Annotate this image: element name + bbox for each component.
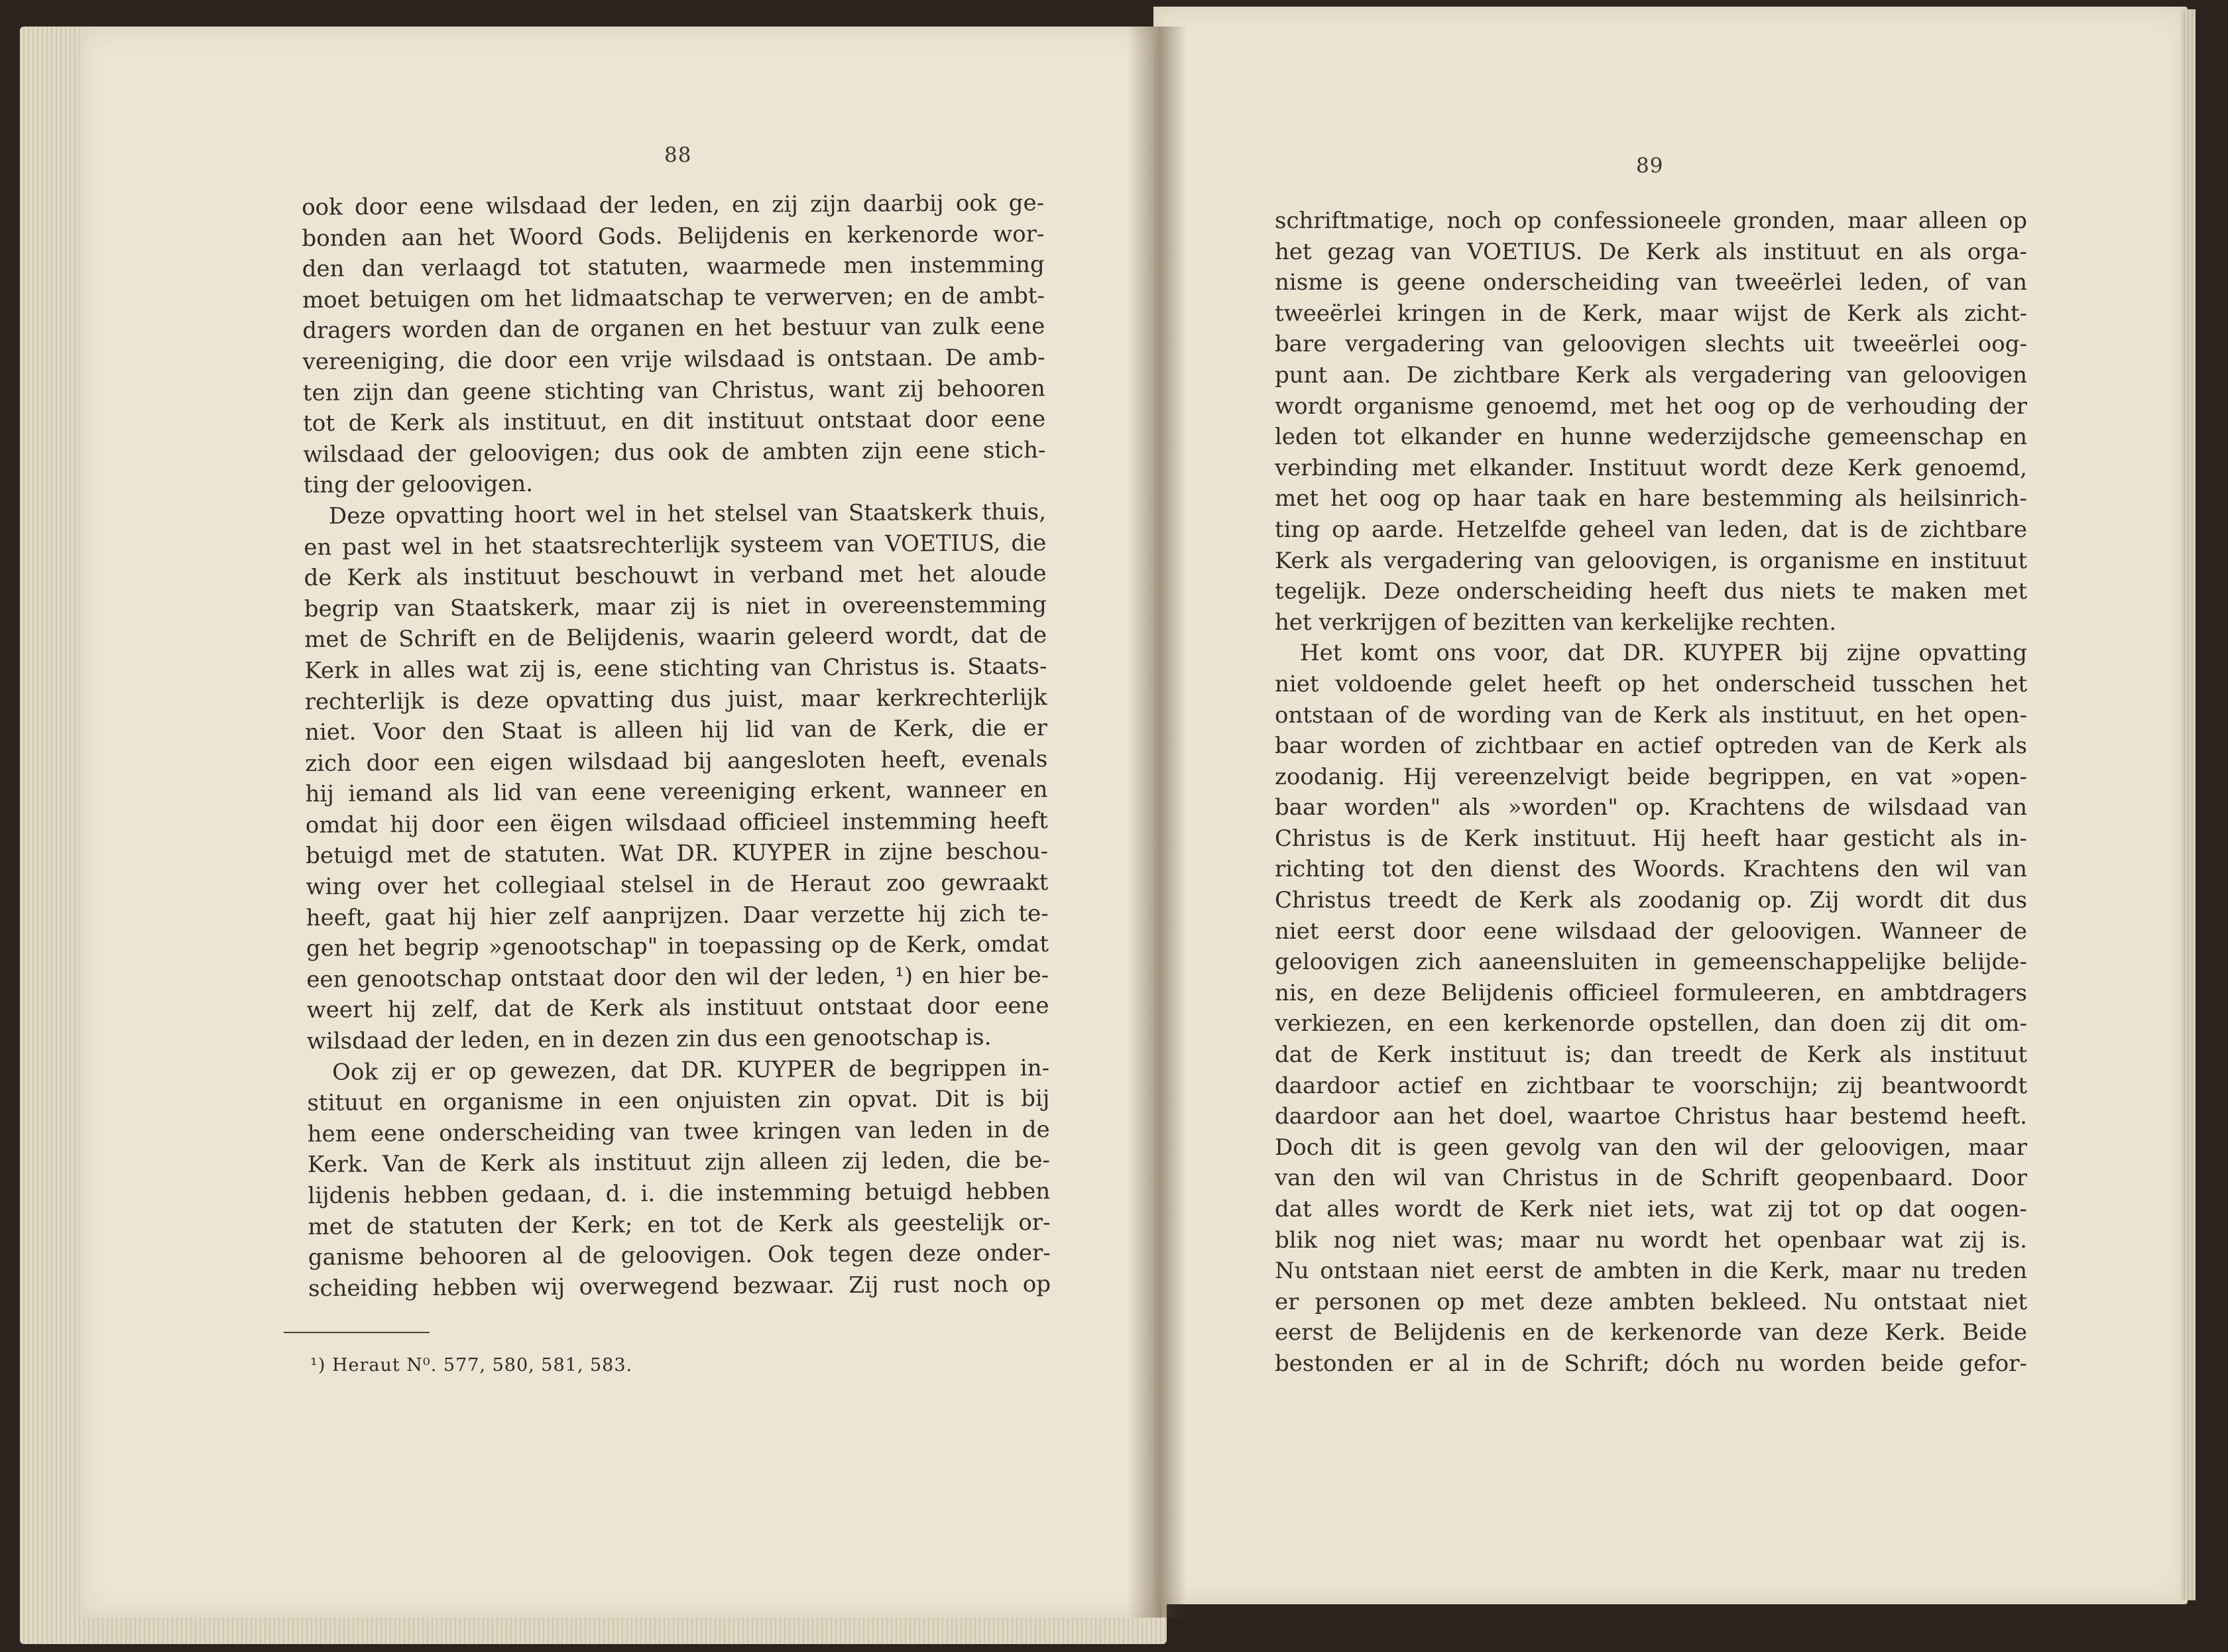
text-line: geloovigen zich aaneensluiten in gemeenschappelijke belijde- [1275, 949, 2027, 976]
text-line: gen het begrip »genootschap" in toepassing op de Kerk, omdat [306, 931, 1049, 963]
text-line: richting tot den dienst des Woords. Krachtens den wil van [1275, 856, 2027, 883]
right-page-text [1275, 206, 2027, 1380]
text-line: niet. Voor den Staat is alleen hij lid van de Kerk, die er [304, 715, 1048, 746]
text-line: Kerk in alles wat zij is, eene stichting van Christus is. Staats- [304, 653, 1047, 684]
text-line: wilsdaad der leden, en in dezen zin dus een genootschap is. [306, 1024, 992, 1055]
page-edges-right [2181, 9, 2196, 1600]
footnote-rule [284, 1332, 430, 1333]
text-line: dat alles wordt de Kerk niet iets, wat zij tot op dat oogen- [1275, 1196, 2027, 1222]
text-line: met de Schrift en de Belijdenis, waarin geleerd wordt, dat de [304, 622, 1047, 654]
text-line: moet betuigen om het lidmaatschap te verwerven; en de ambt- [302, 282, 1045, 314]
text-line: verbinding met elkander. Instituut wordt deze Kerk genoemd, [1275, 454, 2027, 481]
text-line: tweeërlei kringen in de Kerk, maar wijst de Kerk als zicht- [1275, 300, 2027, 327]
text-line: ontstaan of de wording van de Kerk als instituut, en het open- [1275, 701, 2027, 729]
text-line: hij iemand als lid van eene vereeniging erkent, wanneer en [305, 776, 1048, 808]
text-line: het verkrijgen of bezitten van kerkelijke rechten. [1275, 609, 1837, 636]
text-line: begrip van Staatskerk, maar zij is niet in overeenstemming [304, 591, 1047, 622]
text-line: Het komt ons voor, dat DR. KUYPER bij zijne opvatting [1300, 640, 2027, 667]
text-line: Christus treedt de Kerk als zoodanig op. Zij wordt dit dus [1275, 887, 2027, 914]
text-line: niet voldoende gelet heeft op het onderscheid tusschen het [1275, 670, 2027, 697]
text-line: en past wel in het staatsrechterlijk systeem van VOETIUS, die [304, 529, 1047, 561]
text-line: het gezag van VOETIUS. De Kerk als instituut en als orga- [1275, 238, 2027, 265]
text-line: niet eerst door eene wilsdaad der geloovigen. Wanneer de [1275, 917, 2027, 945]
text-line: heeft, gaat hij hier zelf aanprijzen. Daar verzette hij zich te- [306, 900, 1049, 931]
footnote: ¹) Heraut N⁰. 577, 580, 581, 583. [310, 1355, 633, 1376]
text-line: dat de Kerk instituut is; dan treedt de Kerk als instituut [1275, 1041, 2027, 1069]
text-line: scheiding hebben wij overwegend bezwaar. Zij rust noch op [308, 1270, 1051, 1302]
text-line: betuigd met de statuten. Wat DR. KUYPER in zijne beschou- [305, 838, 1049, 870]
text-line: een genootschap ontstaat door den wil der leden, ¹) en hier be- [306, 961, 1049, 993]
text-line: zich door een eigen wilsdaad bij aangesloten heeft, evenals [305, 745, 1048, 777]
text-line: schriftmatige, noch op confessioneele gronden, maar alleen op [1275, 207, 2027, 234]
text-line: zoodanig. Hij vereenzelvigt beide begrippen, en vat »open- [1275, 763, 2027, 790]
text-line: wilsdaad der geloovigen; dus ook de ambten zijn eene stich- [303, 436, 1046, 468]
text-line: baar worden of zichtbaar en actief optreden van de Kerk als [1275, 733, 2027, 760]
text-line: leden tot elkander en hunne wederzijdsche gemeenschap en [1275, 424, 2027, 451]
page-number-right: 89 [1636, 154, 1664, 178]
text-line: blik nog niet was; maar nu wordt het openbaar wat zij is. [1275, 1226, 2027, 1254]
text-line: tegelijk. Deze onderscheiding heeft dus niets te maken met [1275, 578, 2027, 605]
text-line: weert hij zelf, dat de Kerk als instituut ontstaat door eene [306, 992, 1049, 1024]
text-line: wordt organisme genoemd, met het oog op de verhouding der [1275, 392, 2027, 420]
text-line: Kerk. Van de Kerk als instituut zijn alleen zij leden, die be- [307, 1147, 1051, 1179]
text-line: ganisme behooren al de geloovigen. Ook tegen deze onder- [308, 1240, 1051, 1271]
text-line: eerst de Belijdenis en de kerkenorde van deze Kerk. Beide [1275, 1319, 2027, 1346]
text-line: de Kerk als instituut beschouwt in verband met het aloude [304, 560, 1047, 592]
text-line: vereeniging, die door een vrije wilsdaad is ontstaan. De amb- [302, 344, 1045, 375]
text-line: bestonden er al in de Schrift; dóch nu worden beide gefor- [1275, 1350, 2027, 1377]
text-line: van den wil van Christus in de Schrift geopenbaard. Door [1275, 1165, 2027, 1192]
text-line: ting op aarde. Hetzelfde geheel van leden, dat is de zichtbare [1275, 516, 2027, 543]
book-gutter [1127, 27, 1187, 1618]
text-line: daardoor aan het doel, waartoe Christus haar bestemd heeft. [1275, 1103, 2027, 1130]
text-line: den dan verlaagd tot statuten, waarmede men instemming [302, 251, 1045, 283]
text-line: nisme is geene onderscheiding van tweeërlei leden, of van [1275, 269, 2027, 296]
text-line: tot de Kerk als instituut, en dit instituut ontstaat door eene [303, 406, 1046, 438]
text-line: baar worden" als »worden" op. Krachtens de wilsdaad van [1275, 794, 2027, 821]
text-line: stituut en organisme in een onjuisten zin opvat. Dit is bij [307, 1085, 1050, 1117]
text-line: hem eene onderscheiding van twee kringen van leden in de [307, 1116, 1050, 1148]
text-line: er personen op met deze ambten bekleed. Nu ontstaat niet [1275, 1288, 2027, 1315]
text-line: nis, en deze Belijdenis officieel formuleeren, en ambtdragers [1275, 979, 2027, 1006]
text-line: Kerk als vergadering van geloovigen, is organisme en instituut [1275, 547, 2027, 574]
text-line: met het oog op haar taak en hare bestemming als heilsinrich- [1275, 485, 2027, 512]
text-line: wing over het collegiaal stelsel in de Heraut zoo gewraakt [306, 869, 1049, 901]
text-line: Nu ontstaan niet eerst de ambten in die Kerk, maar nu treden [1275, 1258, 2027, 1285]
text-line: rechterlijk is deze opvatting dus juist, maar kerkrechterlijk [304, 683, 1047, 715]
text-line: daardoor actief en zichtbaar te voorschijn; zij beantwoordt [1275, 1072, 2027, 1099]
text-line: dragers worden dan de organen en het bestuur van zulk eene [302, 313, 1045, 345]
text-line: Doch dit is geen gevolg van den wil der geloovigen, maar [1275, 1134, 2027, 1161]
text-line: punt aan. De zichtbare Kerk als vergadering van geloovigen [1275, 361, 2027, 388]
text-line: ting der geloovigen. [303, 471, 534, 499]
text-line: bare vergadering van geloovigen slechts uit tweeërlei oog- [1275, 331, 2027, 358]
text-line: Ook zij er op gewezen, dat DR. KUYPER de begrippen in- [331, 1054, 1050, 1086]
page-number-left: 88 [664, 143, 692, 167]
text-line: Christus is de Kerk instituut. Hij heeft haar gesticht als in- [1275, 825, 2027, 852]
left-page-text [302, 188, 1051, 1304]
text-line: verkiezen, en een kerkenorde opstellen, dan doen zij dit om- [1275, 1010, 2027, 1037]
text-line: omdat hij door een ëigen wilsdaad officieel instemming heeft [305, 807, 1048, 839]
text-line: lijdenis hebben gedaan, d. i. die instemming betuigd hebben [308, 1178, 1051, 1209]
text-line: ook door eene wilsdaad der leden, en zij zijn daarbij ook ge- [302, 190, 1045, 221]
text-line: ten zijn dan geene stichting van Christus, want zij behooren [302, 375, 1045, 406]
text-line: met de statuten der Kerk; en tot de Kerk als geestelijk or- [308, 1209, 1051, 1240]
text-line: bonden aan het Woord Gods. Belijdenis en kerkenorde wor- [302, 220, 1045, 252]
text-line: Deze opvatting hoort wel in het stelsel van Staatskerk thuis, [328, 499, 1047, 530]
